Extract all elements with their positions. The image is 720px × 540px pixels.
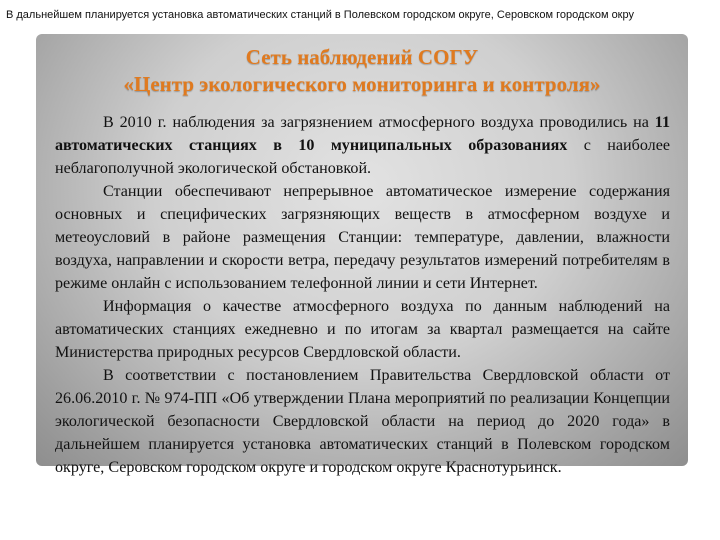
title-line-2: «Центр экологического мониторинга и контроля» <box>123 72 601 96</box>
paragraph-1-start: В 2010 г. наблюдения за загрязнением атмосферного воздуха проводились на <box>103 114 655 131</box>
caption-bar <box>0 0 720 22</box>
slide-title <box>36 44 688 98</box>
paragraph-3: Информация о качестве атмосферного воздуха по данным наблюдений на автоматических станциях ежедневно и по итогам за квартал размещается на сайте Министерства природных ресурсов Свердловской области. <box>55 298 670 361</box>
paragraph-1 <box>55 111 670 180</box>
paragraph-2: Станции обеспечивают непрерывное автоматическое измерение содержания основных и специфических загрязняющих веществ в атмосферном воздухе и метеоусловий в районе размещения Станции: температуре, давлении, влажности воздуха, направлении и скорости ветра, передачу результатов измерений потребителям в режиме онлайн с использованием телефонной линии и сети Интернет. <box>55 183 670 292</box>
paragraph-4: В соответствии с постановлением Правительства Свердловской области от 26.06.2010 г. № 974-ПП «Об утверждении Плана мероприятий по реализации Концепции экологической безопасности Свердловской области на период до 2020 года» в дальнейшем планируется установка автоматических станций в Полевском городском округе, Серовском городском округе и городском округе Краснотурьинск. <box>55 367 670 476</box>
title-line-1: Сеть наблюдений СОГУ <box>245 45 479 69</box>
paragraph-1-bold: 11 автоматических станциях в 10 муниципальных образованиях <box>55 114 670 154</box>
slide-body <box>55 111 670 479</box>
paragraph-1-end: с наиболее неблагополучной экологической обстановкой. <box>55 137 671 177</box>
caption-text: В дальнейшем планируется установка автоматических станций в Полевском городском округе, Серовском городском окру <box>6 9 634 21</box>
